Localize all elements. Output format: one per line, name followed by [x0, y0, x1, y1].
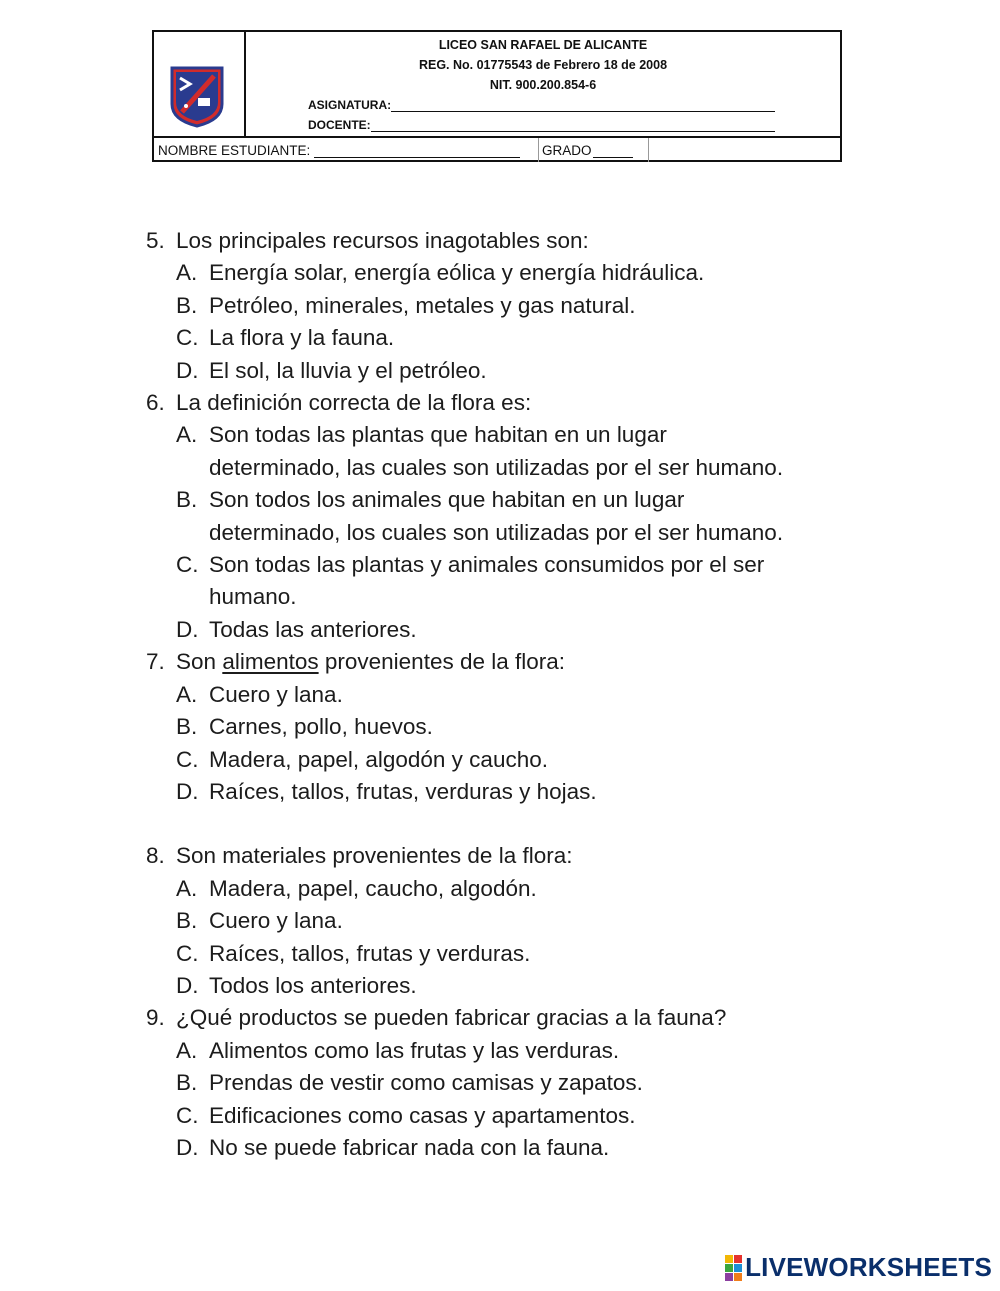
question-number: 5.: [146, 228, 165, 253]
option-text: Edificaciones como casas y apartamentos.: [209, 1102, 636, 1128]
grade-label: GRADO: [542, 142, 592, 158]
option-7a[interactable]: [176, 679, 906, 711]
option-8a[interactable]: [176, 873, 906, 905]
school-name: LICEO SAN RAFAEL DE ALICANTE: [438, 38, 648, 52]
question-8: [146, 840, 906, 872]
question-number: 6.: [146, 390, 165, 416]
options-5: [176, 257, 906, 387]
option-text-line: determinado, las cuales son utilizadas por el ser humano.: [209, 454, 784, 480]
option-letter: D.: [176, 778, 199, 804]
option-text: Madera, papel, algodón y caucho.: [209, 746, 548, 772]
option-text: Raíces, tallos, frutas, verduras y hojas.: [209, 778, 597, 804]
brand-block: [734, 1264, 742, 1272]
option-5d[interactable]: [176, 355, 906, 387]
row-divider: [648, 138, 649, 162]
option-letter: B.: [176, 487, 198, 513]
option-letter: B.: [176, 292, 198, 318]
option-letter: B.: [176, 714, 198, 740]
school-nit: NIT. 900.200.854-6: [489, 78, 597, 92]
question-text: Los principales recursos inagotables son:: [176, 228, 589, 253]
option-letter: A.: [176, 1037, 198, 1063]
subject-field[interactable]: [308, 98, 775, 112]
option-text-line: determinado, los cuales son utilizadas por el ser humano.: [209, 519, 784, 545]
option-text: Petróleo, minerales, metales y gas natural.: [209, 292, 636, 318]
option-text: [209, 484, 906, 549]
option-7d[interactable]: [176, 776, 906, 808]
option-text: La flora y la fauna.: [209, 325, 395, 351]
row-divider: [538, 138, 539, 162]
brand-block: [725, 1273, 733, 1281]
option-7c[interactable]: [176, 744, 906, 776]
question-list: [146, 225, 906, 1164]
option-text: El sol, la lluvia y el petróleo.: [209, 357, 487, 383]
option-letter: D.: [176, 1134, 199, 1160]
brand-name: LIVEWORKSHEETS: [745, 1252, 992, 1282]
option-text: Cuero y lana.: [209, 908, 343, 934]
option-6b[interactable]: [176, 484, 906, 549]
option-8d[interactable]: [176, 970, 906, 1002]
options-6: [176, 419, 906, 646]
subject-blank[interactable]: [391, 100, 775, 112]
question-6: [146, 387, 906, 419]
option-letter: A.: [176, 260, 198, 286]
option-letter: C.: [176, 746, 199, 772]
option-text: [209, 549, 906, 614]
student-name-blank[interactable]: [314, 143, 520, 158]
school-registration: REG. No. 01775543 de Febrero 18 de 2008: [418, 58, 668, 72]
brand-block: [734, 1273, 742, 1281]
option-text: Todos los anteriores.: [209, 972, 417, 998]
school-info: [246, 32, 840, 136]
option-5a[interactable]: [176, 257, 906, 289]
option-letter: C.: [176, 325, 199, 351]
option-9a[interactable]: [176, 1035, 906, 1067]
worksheet-header: [152, 30, 842, 162]
question-text-start: Son: [176, 649, 217, 675]
option-text: Raíces, tallos, frutas y verduras.: [209, 940, 531, 966]
option-text: No se puede fabricar nada con la fauna.: [209, 1134, 610, 1160]
option-text: Alimentos como las frutas y las verduras.: [209, 1037, 620, 1063]
option-9d[interactable]: [176, 1132, 906, 1164]
option-text: Energía solar, energía eólica y energía hidráulica.: [209, 260, 705, 286]
option-8c[interactable]: [176, 938, 906, 970]
brand-blocks-icon: [725, 1255, 742, 1281]
logo-cell: [154, 32, 246, 136]
option-8b[interactable]: [176, 905, 906, 937]
options-9: [176, 1035, 906, 1165]
option-text-line: Son todas las plantas y animales consumidos por el ser: [209, 552, 765, 578]
option-9b[interactable]: [176, 1067, 906, 1099]
option-6c[interactable]: [176, 549, 906, 614]
brand-block: [725, 1264, 733, 1272]
brand-block: [734, 1255, 742, 1263]
option-letter: C.: [176, 1102, 199, 1128]
question-text: [176, 646, 565, 678]
school-crest-icon: [168, 64, 226, 128]
student-row: [154, 136, 840, 162]
question-text: Son materiales provenientes de la flora:: [176, 843, 573, 869]
question-5: [146, 225, 906, 257]
option-6a[interactable]: [176, 419, 906, 484]
options-8: [176, 873, 906, 1003]
teacher-label: DOCENTE:: [308, 118, 371, 132]
option-text: Carnes, pollo, huevos.: [209, 714, 433, 740]
student-name-field[interactable]: [158, 138, 520, 162]
teacher-blank[interactable]: [371, 120, 775, 132]
question-number: 9.: [146, 1005, 165, 1031]
option-text: [209, 419, 906, 484]
spacer: [146, 808, 906, 840]
option-letter: D.: [176, 357, 199, 383]
option-letter: D.: [176, 616, 199, 642]
option-letter: D.: [176, 972, 199, 998]
option-text-line: Son todas las plantas que habitan en un lugar: [209, 422, 667, 448]
option-letter: C.: [176, 940, 199, 966]
question-text: La definición correcta de la flora es:: [176, 390, 532, 416]
option-text: Madera, papel, caucho, algodón.: [209, 875, 537, 901]
option-text: Todas las anteriores.: [209, 616, 417, 642]
question-text: ¿Qué productos se pueden fabricar gracias a la fauna?: [176, 1005, 727, 1031]
option-letter: A.: [176, 681, 198, 707]
option-letter: B.: [176, 1070, 198, 1096]
subject-label: ASIGNATURA:: [308, 98, 392, 112]
student-name-label: NOMBRE ESTUDIANTE:: [158, 142, 311, 158]
option-7b[interactable]: [176, 711, 906, 743]
question-7: [146, 646, 906, 678]
grade-field[interactable]: [542, 138, 633, 162]
option-9c[interactable]: [176, 1100, 906, 1132]
underlined-word: alimentos: [222, 649, 319, 675]
option-letter: C.: [176, 552, 199, 578]
option-text-line: Son todos los animales que habitan en un lugar: [209, 487, 685, 513]
question-number: 8.: [146, 843, 165, 869]
option-5b[interactable]: [176, 290, 906, 322]
question-text-end: provenientes de la flora:: [324, 649, 566, 675]
brand-block: [725, 1255, 733, 1263]
option-text: Cuero y lana.: [209, 681, 343, 707]
question-9: [146, 1002, 906, 1034]
options-7: [176, 679, 906, 809]
option-6d[interactable]: [176, 614, 906, 646]
option-text: Prendas de vestir como camisas y zapatos.: [209, 1070, 643, 1096]
liveworksheets-logo[interactable]: [725, 1252, 992, 1283]
option-letter: B.: [176, 908, 198, 934]
teacher-field[interactable]: [308, 118, 775, 132]
question-number: 7.: [146, 649, 165, 675]
option-text-line: humano.: [209, 584, 297, 610]
option-letter: A.: [176, 422, 198, 448]
grade-blank[interactable]: [593, 143, 633, 158]
option-letter: A.: [176, 875, 198, 901]
option-5c[interactable]: [176, 322, 906, 354]
